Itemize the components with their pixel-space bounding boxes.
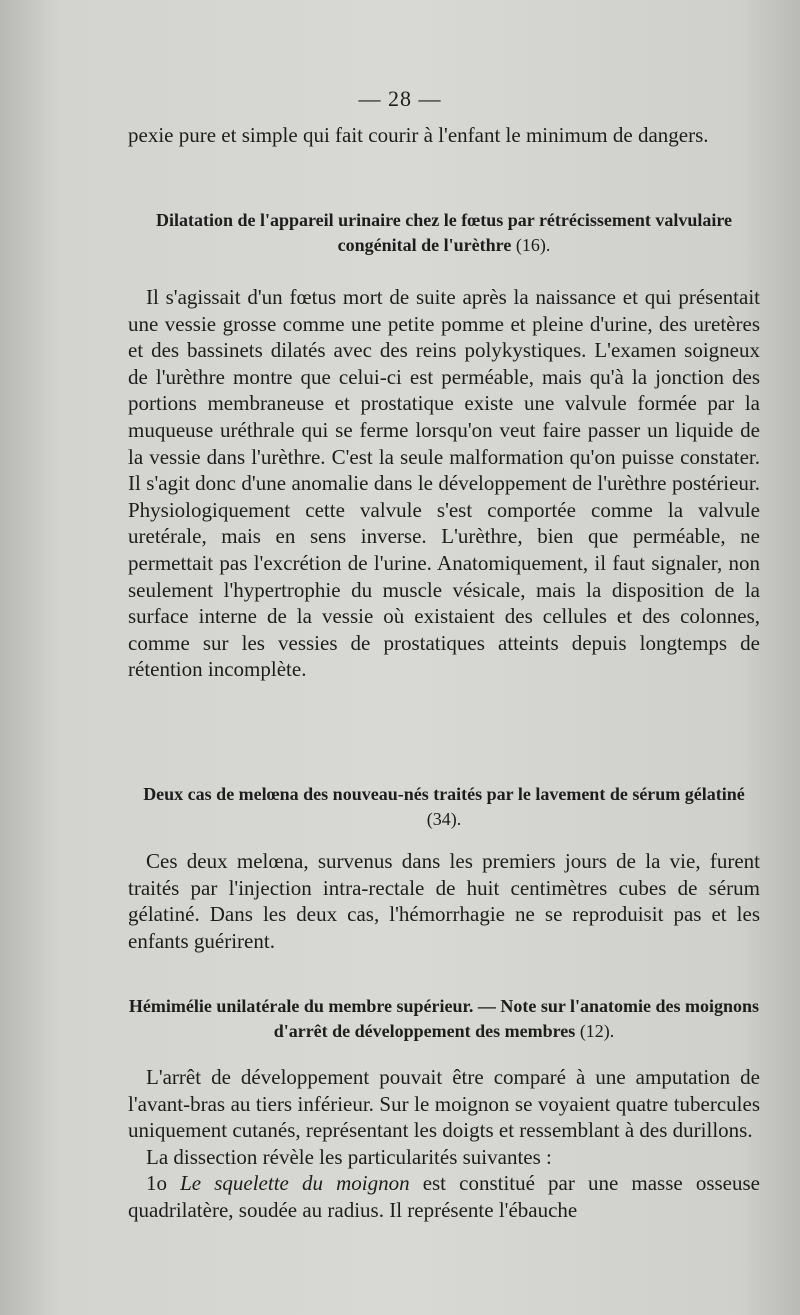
heading-text: Deux cas de melœna des nouveau-nés traités par le lavement de sérum gélatiné	[143, 784, 745, 804]
heading-text: Hémimélie unilatérale du membre supérieur. — Note sur l'anatomie des moignons d'arrêt de développement des membres	[128, 996, 760, 1041]
section-body-dilatation	[128, 284, 760, 683]
list-item-number: 1o	[146, 1171, 167, 1196]
section-heading-dilatation	[128, 208, 760, 258]
intro-paragraph	[128, 122, 760, 149]
section-body-melaena	[128, 848, 760, 954]
heading-reference: (16).	[515, 235, 551, 255]
paragraph: Ces deux melœna, survenus dans les premiers jours de la vie, furent traités par l'injection intra-rectale de huit centimètres cubes de sérum gélatiné. Dans les deux cas, l'hémorrhagie ne se reproduisit pas et les enfants guérirent.	[128, 849, 760, 953]
paragraph: Il s'agissait d'un fœtus mort de suite après la naissance et qui présentait une vessie grosse comme une petite pomme et pleine d'urine, des uretères et des bassinets dilatés avec des reins polykystiques. L'examen soigneux de l'urèthre montre que celui-ci est perméable, mais qu'à la jonction des portions membraneuse et prostatique existe une valvule formée par la muqueuse uréthrale qui se ferme lorsqu'on veut faire passer un liquide de la vessie dans l'urèthre. C'est la seule malformation qu'on puisse constater. Il s'agit donc d'une anomalie dans le développement de l'urèthre postérieur. Physiologiquement cette valvule s'est comportée comme la valvule uretérale, mais en sens inverse. L'urèthre, bien que perméable, ne permettait pas l'excrétion de l'urine. Anatomiquement, il faut signaler, non seulement l'hypertrophie du muscle vésicale, mais la disposition de la surface interne de la vessie où existaient des cellules et des colonnes, comme sur les vessies de prostatiques atteints depuis longtemps de rétention incomplète.	[128, 285, 760, 682]
section-heading-melaena	[128, 782, 760, 832]
list-item	[128, 1170, 760, 1223]
section-body-hemimelie	[128, 1064, 760, 1224]
section-heading-hemimelie	[128, 994, 760, 1044]
list-item-italic-title: Le squelette du moignon	[180, 1171, 410, 1196]
paragraph: L'arrêt de développement pouvait être comparé à une amputation de l'avant-bras au tiers inférieur. Sur le moignon se voyaient quatre tubercules uniquement cutanés, représentant les doigts et ressemblant à des durillons.	[128, 1065, 760, 1143]
heading-text: Dilatation de l'appareil urinaire chez le fœtus par rétrécissement valvulaire congénital de l'urèthre	[155, 210, 733, 255]
paragraph: La dissection révèle les particularités suivantes :	[146, 1144, 552, 1169]
page-number: — 28 —	[358, 86, 442, 111]
list-item-text: est constitué par une masse osseuse quadrilatère, soudée au radius. Il représente l'ébauche	[128, 1171, 760, 1222]
heading-reference: (12).	[579, 1021, 615, 1041]
intro-text: pexie pure et simple qui fait courir à l'enfant le minimum de dangers.	[128, 123, 709, 147]
heading-reference: (34).	[426, 809, 462, 829]
